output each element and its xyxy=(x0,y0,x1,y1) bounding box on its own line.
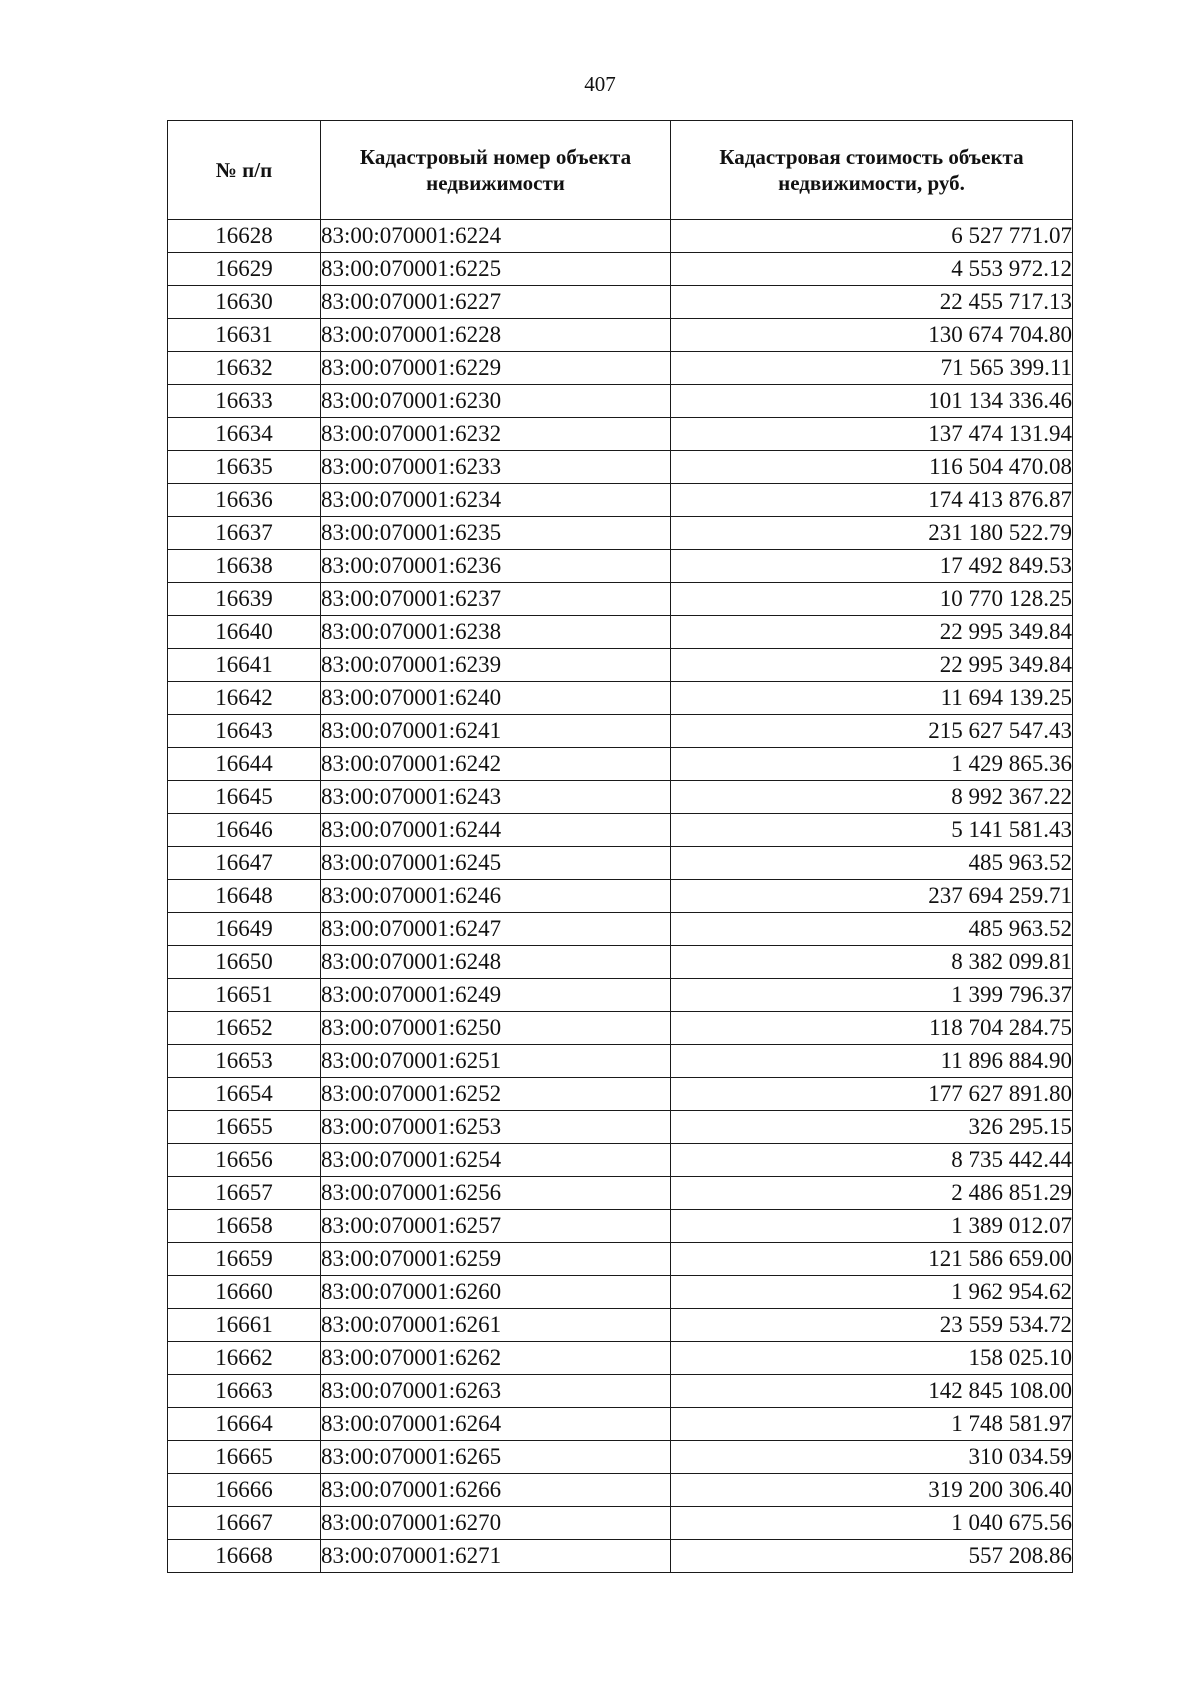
row-number-cell: 16640 xyxy=(168,616,321,649)
table-row xyxy=(168,1375,1073,1408)
cadastral-value-cell: 8 735 442.44 xyxy=(671,1144,1073,1177)
cadastral-value-cell: 2 486 851.29 xyxy=(671,1177,1073,1210)
cadastral-value-cell: 485 963.52 xyxy=(671,913,1073,946)
row-number-cell: 16628 xyxy=(168,220,321,253)
row-number-cell: 16629 xyxy=(168,253,321,286)
cadastral-value-cell: 174 413 876.87 xyxy=(671,484,1073,517)
cadastral-number-cell: 83:00:070001:6250 xyxy=(321,1012,671,1045)
cadastral-value-cell: 215 627 547.43 xyxy=(671,715,1073,748)
table-row xyxy=(168,1408,1073,1441)
row-number-cell: 16644 xyxy=(168,748,321,781)
table-row xyxy=(168,319,1073,352)
cadastral-value-cell: 71 565 399.11 xyxy=(671,352,1073,385)
cadastral-number-cell: 83:00:070001:6245 xyxy=(321,847,671,880)
table-row xyxy=(168,1078,1073,1111)
column-header-number: № п/п xyxy=(168,121,321,220)
cadastral-value-cell: 22 455 717.13 xyxy=(671,286,1073,319)
cadastral-value-cell: 130 674 704.80 xyxy=(671,319,1073,352)
row-number-cell: 16630 xyxy=(168,286,321,319)
cadastral-value-cell: 319 200 306.40 xyxy=(671,1474,1073,1507)
row-number-cell: 16655 xyxy=(168,1111,321,1144)
table-row xyxy=(168,1441,1073,1474)
table-row xyxy=(168,385,1073,418)
table-row xyxy=(168,1276,1073,1309)
row-number-cell: 16637 xyxy=(168,517,321,550)
cadastral-number-cell: 83:00:070001:6236 xyxy=(321,550,671,583)
cadastral-value-cell: 23 559 534.72 xyxy=(671,1309,1073,1342)
table-row xyxy=(168,814,1073,847)
cadastral-value-cell: 121 586 659.00 xyxy=(671,1243,1073,1276)
table-header xyxy=(168,121,1073,220)
row-number-cell: 16635 xyxy=(168,451,321,484)
row-number-cell: 16659 xyxy=(168,1243,321,1276)
table-row xyxy=(168,1507,1073,1540)
row-number-cell: 16656 xyxy=(168,1144,321,1177)
cadastral-number-cell: 83:00:070001:6235 xyxy=(321,517,671,550)
table-row xyxy=(168,1243,1073,1276)
table-row xyxy=(168,1111,1073,1144)
cadastral-value-cell: 177 627 891.80 xyxy=(671,1078,1073,1111)
cadastral-value-cell: 1 040 675.56 xyxy=(671,1507,1073,1540)
table-row xyxy=(168,1177,1073,1210)
row-number-cell: 16657 xyxy=(168,1177,321,1210)
table-row xyxy=(168,649,1073,682)
cadastral-value-cell: 22 995 349.84 xyxy=(671,616,1073,649)
row-number-cell: 16643 xyxy=(168,715,321,748)
table-row xyxy=(168,847,1073,880)
row-number-cell: 16649 xyxy=(168,913,321,946)
cadastral-number-cell: 83:00:070001:6225 xyxy=(321,253,671,286)
row-number-cell: 16641 xyxy=(168,649,321,682)
row-number-cell: 16654 xyxy=(168,1078,321,1111)
row-number-cell: 16667 xyxy=(168,1507,321,1540)
cadastral-value-cell: 557 208.86 xyxy=(671,1540,1073,1573)
row-number-cell: 16665 xyxy=(168,1441,321,1474)
row-number-cell: 16663 xyxy=(168,1375,321,1408)
table-row xyxy=(168,1012,1073,1045)
cadastral-number-cell: 83:00:070001:6240 xyxy=(321,682,671,715)
cadastral-number-cell: 83:00:070001:6243 xyxy=(321,781,671,814)
cadastral-value-cell: 17 492 849.53 xyxy=(671,550,1073,583)
cadastral-number-cell: 83:00:070001:6264 xyxy=(321,1408,671,1441)
cadastral-number-cell: 83:00:070001:6247 xyxy=(321,913,671,946)
cadastral-number-cell: 83:00:070001:6254 xyxy=(321,1144,671,1177)
cadastral-number-cell: 83:00:070001:6252 xyxy=(321,1078,671,1111)
cadastral-value-cell: 4 553 972.12 xyxy=(671,253,1073,286)
table-row xyxy=(168,946,1073,979)
row-number-cell: 16632 xyxy=(168,352,321,385)
cadastral-value-cell: 231 180 522.79 xyxy=(671,517,1073,550)
cadastral-value-cell: 1 399 796.37 xyxy=(671,979,1073,1012)
cadastral-value-cell: 118 704 284.75 xyxy=(671,1012,1073,1045)
table-row xyxy=(168,913,1073,946)
cadastral-number-cell: 83:00:070001:6242 xyxy=(321,748,671,781)
table-row xyxy=(168,1474,1073,1507)
cadastral-value-cell: 1 962 954.62 xyxy=(671,1276,1073,1309)
cadastral-number-cell: 83:00:070001:6259 xyxy=(321,1243,671,1276)
page-number: 407 xyxy=(584,72,616,96)
cadastral-value-cell: 158 025.10 xyxy=(671,1342,1073,1375)
cadastral-number-cell: 83:00:070001:6257 xyxy=(321,1210,671,1243)
cadastral-value-cell: 11 896 884.90 xyxy=(671,1045,1073,1078)
table-row xyxy=(168,748,1073,781)
cadastral-number-cell: 83:00:070001:6253 xyxy=(321,1111,671,1144)
cadastral-number-cell: 83:00:070001:6246 xyxy=(321,880,671,913)
cadastral-number-cell: 83:00:070001:6238 xyxy=(321,616,671,649)
cadastral-value-cell: 485 963.52 xyxy=(671,847,1073,880)
table-row xyxy=(168,781,1073,814)
row-number-cell: 16658 xyxy=(168,1210,321,1243)
cadastral-value-cell: 101 134 336.46 xyxy=(671,385,1073,418)
table-row xyxy=(168,418,1073,451)
table-row xyxy=(168,1540,1073,1573)
table-row xyxy=(168,715,1073,748)
cadastral-value-cell: 11 694 139.25 xyxy=(671,682,1073,715)
row-number-cell: 16645 xyxy=(168,781,321,814)
row-number-cell: 16647 xyxy=(168,847,321,880)
table-row xyxy=(168,550,1073,583)
cadastral-number-cell: 83:00:070001:6266 xyxy=(321,1474,671,1507)
table-row xyxy=(168,1210,1073,1243)
cadastral-number-cell: 83:00:070001:6239 xyxy=(321,649,671,682)
row-number-cell: 16638 xyxy=(168,550,321,583)
row-number-cell: 16633 xyxy=(168,385,321,418)
cadastral-number-cell: 83:00:070001:6224 xyxy=(321,220,671,253)
column-header-cadastral-value: Кадастровая стоимость объекта недвижимости, руб. xyxy=(671,121,1073,220)
row-number-cell: 16668 xyxy=(168,1540,321,1573)
cadastral-number-cell: 83:00:070001:6229 xyxy=(321,352,671,385)
table-body xyxy=(168,220,1073,1573)
cadastral-number-cell: 83:00:070001:6261 xyxy=(321,1309,671,1342)
row-number-cell: 16662 xyxy=(168,1342,321,1375)
header-row xyxy=(168,121,1073,220)
cadastral-value-cell: 142 845 108.00 xyxy=(671,1375,1073,1408)
table-row xyxy=(168,880,1073,913)
table-row xyxy=(168,979,1073,1012)
table-row xyxy=(168,682,1073,715)
cadastral-number-cell: 83:00:070001:6251 xyxy=(321,1045,671,1078)
cadastral-value-table xyxy=(167,120,1073,1573)
column-header-cadastral-number: Кадастровый номер объекта недвижимости xyxy=(321,121,671,220)
cadastral-number-cell: 83:00:070001:6244 xyxy=(321,814,671,847)
cadastral-value-cell: 326 295.15 xyxy=(671,1111,1073,1144)
cadastral-value-cell: 310 034.59 xyxy=(671,1441,1073,1474)
row-number-cell: 16653 xyxy=(168,1045,321,1078)
row-number-cell: 16634 xyxy=(168,418,321,451)
cadastral-number-cell: 83:00:070001:6227 xyxy=(321,286,671,319)
cadastral-value-cell: 10 770 128.25 xyxy=(671,583,1073,616)
table-row xyxy=(168,253,1073,286)
cadastral-number-cell: 83:00:070001:6234 xyxy=(321,484,671,517)
row-number-cell: 16652 xyxy=(168,1012,321,1045)
cadastral-value-cell: 1 748 581.97 xyxy=(671,1408,1073,1441)
row-number-cell: 16661 xyxy=(168,1309,321,1342)
table-row xyxy=(168,451,1073,484)
cadastral-number-cell: 83:00:070001:6237 xyxy=(321,583,671,616)
table-row xyxy=(168,616,1073,649)
table-row xyxy=(168,484,1073,517)
cadastral-number-cell: 83:00:070001:6263 xyxy=(321,1375,671,1408)
row-number-cell: 16660 xyxy=(168,1276,321,1309)
table-row xyxy=(168,1342,1073,1375)
row-number-cell: 16650 xyxy=(168,946,321,979)
cadastral-value-cell: 116 504 470.08 xyxy=(671,451,1073,484)
cadastral-value-cell: 6 527 771.07 xyxy=(671,220,1073,253)
cadastral-number-cell: 83:00:070001:6248 xyxy=(321,946,671,979)
cadastral-value-cell: 22 995 349.84 xyxy=(671,649,1073,682)
cadastral-number-cell: 83:00:070001:6271 xyxy=(321,1540,671,1573)
cadastral-value-cell: 237 694 259.71 xyxy=(671,880,1073,913)
cadastral-number-cell: 83:00:070001:6241 xyxy=(321,715,671,748)
cadastral-value-cell: 8 382 099.81 xyxy=(671,946,1073,979)
table-row xyxy=(168,517,1073,550)
row-number-cell: 16642 xyxy=(168,682,321,715)
cadastral-number-cell: 83:00:070001:6260 xyxy=(321,1276,671,1309)
table-row xyxy=(168,286,1073,319)
row-number-cell: 16666 xyxy=(168,1474,321,1507)
row-number-cell: 16639 xyxy=(168,583,321,616)
table-row xyxy=(168,220,1073,253)
row-number-cell: 16664 xyxy=(168,1408,321,1441)
cadastral-value-cell: 5 141 581.43 xyxy=(671,814,1073,847)
cadastral-number-cell: 83:00:070001:6270 xyxy=(321,1507,671,1540)
row-number-cell: 16631 xyxy=(168,319,321,352)
cadastral-number-cell: 83:00:070001:6256 xyxy=(321,1177,671,1210)
cadastral-number-cell: 83:00:070001:6265 xyxy=(321,1441,671,1474)
table-row xyxy=(168,1309,1073,1342)
cadastral-value-cell: 137 474 131.94 xyxy=(671,418,1073,451)
cadastral-number-cell: 83:00:070001:6262 xyxy=(321,1342,671,1375)
cadastral-value-cell: 1 389 012.07 xyxy=(671,1210,1073,1243)
table-row xyxy=(168,1144,1073,1177)
cadastral-number-cell: 83:00:070001:6232 xyxy=(321,418,671,451)
cadastral-number-cell: 83:00:070001:6230 xyxy=(321,385,671,418)
table-row xyxy=(168,352,1073,385)
row-number-cell: 16648 xyxy=(168,880,321,913)
cadastral-value-cell: 8 992 367.22 xyxy=(671,781,1073,814)
table-row xyxy=(168,1045,1073,1078)
cadastral-number-cell: 83:00:070001:6233 xyxy=(321,451,671,484)
table-row xyxy=(168,583,1073,616)
row-number-cell: 16636 xyxy=(168,484,321,517)
cadastral-value-cell: 1 429 865.36 xyxy=(671,748,1073,781)
cadastral-number-cell: 83:00:070001:6249 xyxy=(321,979,671,1012)
row-number-cell: 16651 xyxy=(168,979,321,1012)
cadastral-number-cell: 83:00:070001:6228 xyxy=(321,319,671,352)
row-number-cell: 16646 xyxy=(168,814,321,847)
